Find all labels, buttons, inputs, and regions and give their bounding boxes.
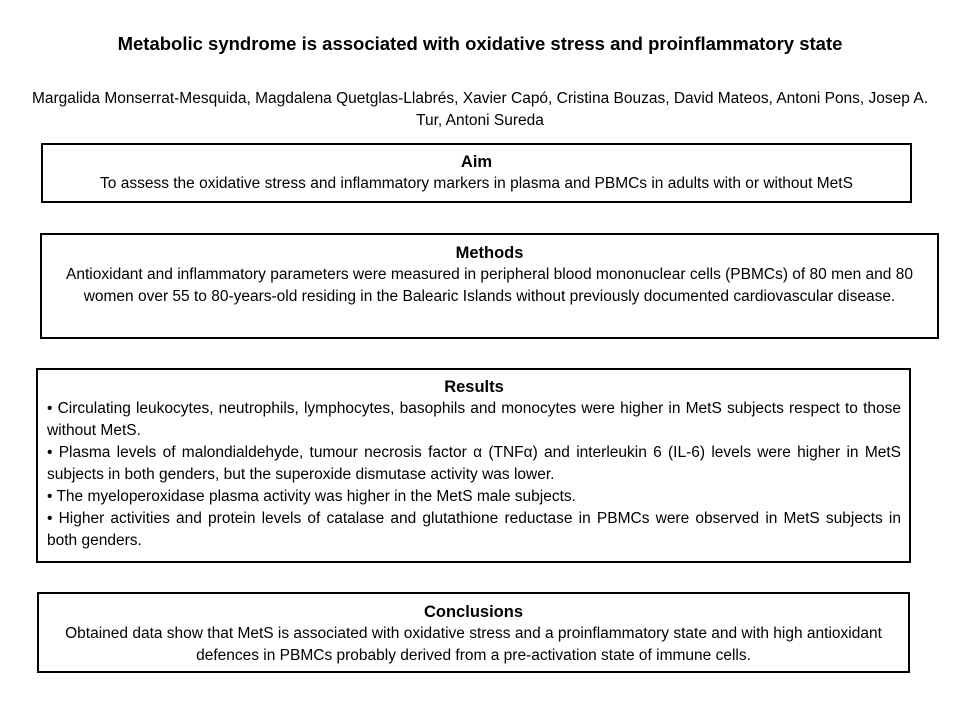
conclusions-box: [37, 592, 910, 673]
results-bullet: • Higher activities and protein levels of catalase and glutathione reductase in PBMCs were observed in MetS subjects in both genders.: [47, 510, 901, 549]
aim-box: [41, 143, 912, 203]
methods-heading: Methods: [455, 244, 524, 262]
results-bullet: • The myeloperoxidase plasma activity was higher in the MetS male subjects.: [47, 488, 576, 505]
results-heading: Results: [444, 378, 504, 396]
conclusions-text: Obtained data show that MetS is associated with oxidative stress and a proinflammatory state and with high antioxidant defences in PBMCs probably derived from a pre-activation state of immune cells.: [65, 625, 882, 664]
paper-title: Metabolic syndrome is associated with oxidative stress and proinflammatory state: [117, 33, 843, 54]
aim-text: To assess the oxidative stress and inflammatory markers in plasma and PBMCs in adults with or without MetS: [100, 175, 853, 192]
methods-box: [40, 233, 939, 339]
results-bullet: • Circulating leukocytes, neutrophils, lymphocytes, basophils and monocytes were higher in MetS subjects respect to those without MetS.: [47, 400, 901, 439]
conclusions-heading: Conclusions: [423, 603, 523, 621]
results-bullet: • Plasma levels of malondialdehyde, tumour necrosis factor α (TNFα) and interleukin 6 (IL-6) levels were higher in MetS subjects in both genders, but the superoxide dismutase activity was lower.: [47, 444, 901, 483]
results-box: [36, 368, 911, 563]
aim-heading: Aim: [460, 153, 493, 171]
author-list: Margalida Monserrat-Mesquida, Magdalena Quetglas-Llabrés, Xavier Capó, Cristina Bouzas, David Mateos, Antoni Pons, Josep A. Tur, Antoni Sureda: [31, 90, 929, 129]
methods-text: Antioxidant and inflammatory parameters were measured in peripheral blood mononuclear cells (PBMCs) of 80 men and 80 women over 55 to 80-years-old residing in the Balearic Islands without previously documented cardiovascular disease.: [66, 266, 913, 305]
